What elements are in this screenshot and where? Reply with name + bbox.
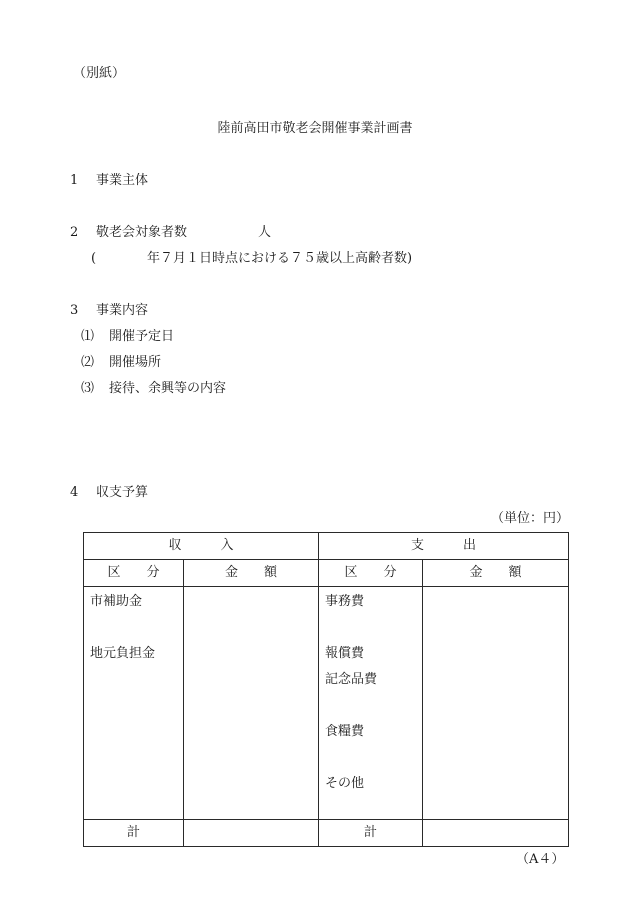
income-amount-cell — [184, 587, 319, 820]
expense-total-amount — [423, 820, 569, 847]
section-title: 敬老会対象者数 — [96, 225, 188, 240]
section-number: 1 — [70, 173, 79, 188]
target-count-note: 年７月１日時点における７５歳以上高齢者数) — [147, 251, 413, 266]
section-number: 2 — [70, 225, 79, 240]
income-category-header: 区 分 — [84, 560, 184, 587]
section-1-heading — [70, 173, 148, 189]
income-total-label: 計 — [84, 820, 184, 847]
content-item — [81, 381, 226, 397]
target-count-unit: 人 — [258, 225, 272, 240]
item-label: 開催予定日 — [109, 329, 175, 344]
expense-header: 支 出 — [319, 533, 569, 560]
document-title: 陸前高田市敬老会開催事業計画書 — [217, 121, 413, 136]
item-number: ⑵ — [81, 355, 95, 370]
table-row — [84, 587, 569, 820]
unit-note: （単位：円） — [491, 511, 570, 526]
expense-amount-cell — [423, 587, 569, 820]
expense-item: 報償費 — [325, 646, 365, 661]
expense-category-header: 区 分 — [319, 560, 423, 587]
income-amount-header: 金 額 — [184, 560, 319, 587]
total-row — [84, 820, 569, 847]
expense-amount-header: 金 額 — [423, 560, 569, 587]
item-label: 接待、余興等の内容 — [109, 381, 227, 396]
paper-size-note: （A４） — [516, 852, 565, 867]
content-item — [81, 329, 174, 345]
expense-item: 事務費 — [325, 594, 365, 609]
item-number: ⑴ — [81, 329, 95, 344]
budget-table — [83, 532, 569, 847]
section-3-heading — [70, 303, 148, 319]
item-number: ⑶ — [81, 381, 95, 396]
section-number: 3 — [70, 303, 79, 318]
section-4-heading — [70, 485, 148, 501]
income-item: 地元負担金 — [90, 646, 156, 661]
expense-item: 食糧費 — [325, 724, 365, 739]
income-total-amount — [184, 820, 319, 847]
income-item: 市補助金 — [90, 594, 143, 609]
table-header-row — [84, 533, 569, 560]
expense-item: 記念品費 — [325, 672, 378, 687]
table-subheader-row — [84, 560, 569, 587]
section-title: 事業内容 — [96, 303, 149, 318]
item-label: 開催場所 — [109, 355, 162, 370]
section-2-heading — [70, 225, 187, 241]
note-open-paren: ( — [91, 251, 97, 266]
expense-category-cell — [319, 587, 423, 820]
expense-total-label: 計 — [319, 820, 423, 847]
content-item — [81, 355, 161, 371]
section-title: 事業主体 — [96, 173, 149, 188]
income-header: 収 入 — [84, 533, 319, 560]
section-number: 4 — [70, 485, 79, 500]
income-category-cell — [84, 587, 184, 820]
expense-item: その他 — [325, 776, 365, 791]
section-title: 収支予算 — [96, 485, 149, 500]
document-label: （別紙） — [73, 66, 126, 81]
